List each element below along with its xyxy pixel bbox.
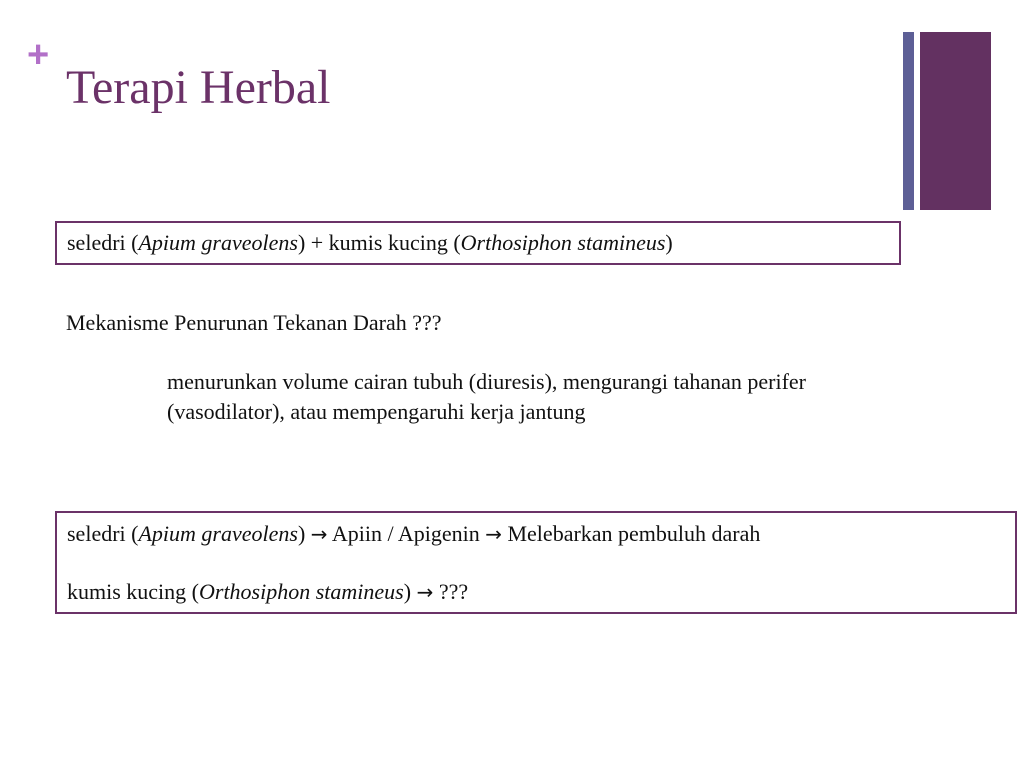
kumis-kucing-mechanism-line [67,577,1015,607]
decorative-bar-thin [903,32,914,210]
arrow-right-icon: → [310,522,328,546]
line1-prefix: seledri ( [67,521,139,546]
line1-species: Apium graveolens [138,521,298,546]
line2-species: Orthosiphon stamineus [199,579,404,604]
species-orthosiphon: Orthosiphon stamineus [460,230,666,255]
line2-prefix: kumis kucing ( [67,579,199,604]
mechanism-heading: Mekanisme Penurunan Tekanan Darah ??? [66,310,442,335]
decorative-bar-thick [920,32,991,210]
line2-effect: ??? [438,579,469,604]
slide-bullet-plus: + [27,34,50,76]
slide-title: Terapi Herbal [66,61,331,114]
line1-effect: Melebarkan pembuluh darah [507,521,761,546]
herbal-combination-box [55,221,901,265]
box1-text-part3: ) [665,230,673,255]
line-spacer [67,549,1015,577]
arrow-right-icon: → [416,580,434,604]
seledri-mechanism-line [67,519,1015,549]
line1-close: ) [297,521,306,546]
mechanism-description: menurunkan volume cairan tubuh (diuresis), mengurangi tahanan perifer (vasodilator), atau mempengaruhi kerja jantung [167,369,806,424]
species-apium: Apium graveolens [138,230,298,255]
arrow-right-icon: → [485,522,502,546]
line2-close: ) [403,579,412,604]
box1-text-part2: ) + kumis kucing ( [297,230,461,255]
mechanism-detail-box [55,511,1017,614]
line1-compound: Apiin / Apigenin [331,521,480,546]
box1-text-part1: seledri ( [67,230,139,255]
